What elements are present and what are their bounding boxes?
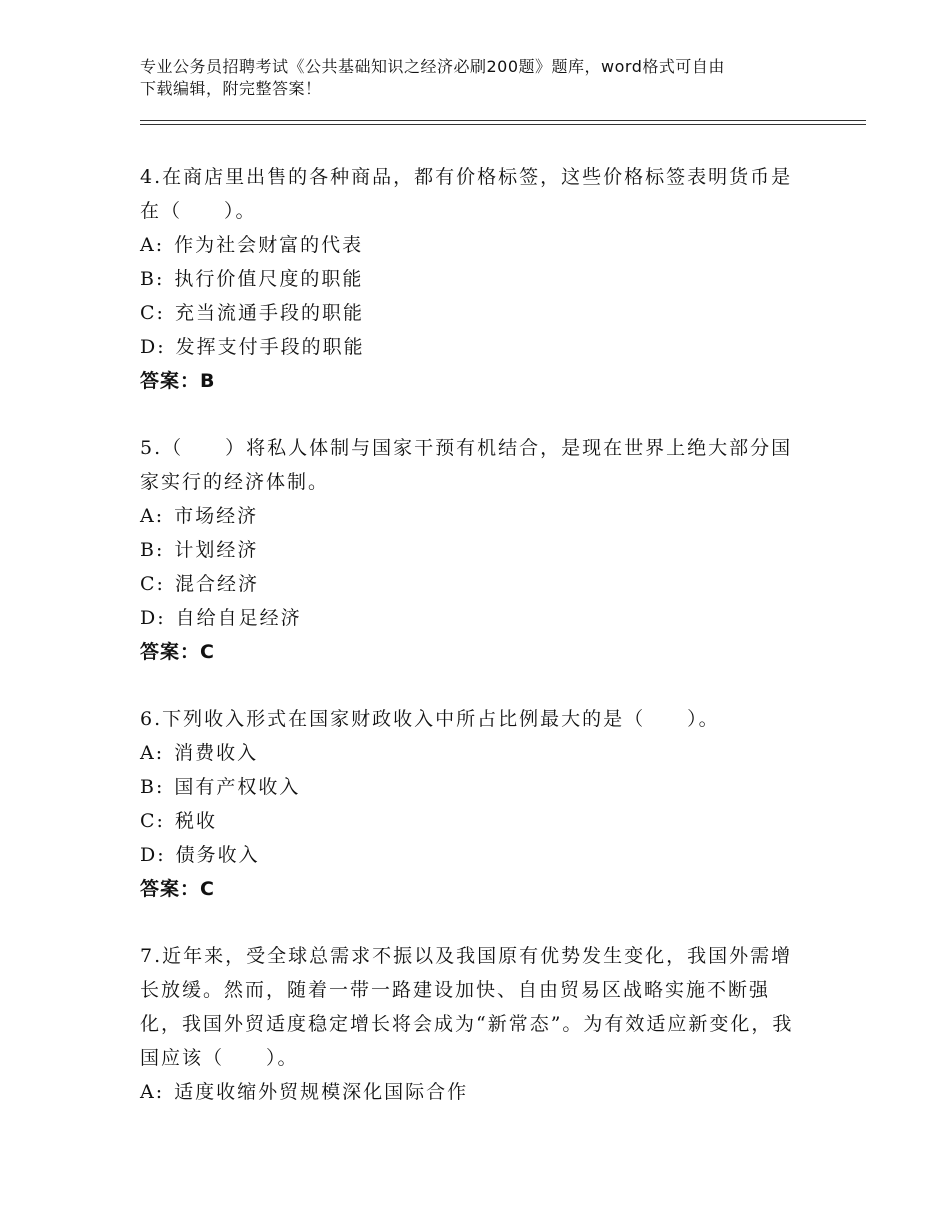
option-text: 债务收入 [175,844,260,866]
header-divider-top [140,120,866,121]
option-d [140,601,800,635]
answer-line: 答案：C [140,878,215,900]
option-a [140,736,800,770]
option-letter: A: [140,1081,165,1103]
header-line-1: 专业公务员招聘考试《公共基础知识之经济必刷200题》题库，word格式可自由 [140,57,725,76]
header-line-2: 下载编辑，附完整答案！ [140,79,322,98]
document-header [140,56,800,100]
answer-line: 答案：C [140,641,215,663]
option-d [140,330,800,364]
option-c [140,567,800,601]
option-text: 适度收缩外贸规模深化国际合作 [174,1081,469,1103]
question-stem: 5.（ ）将私人体制与国家干预有机结合，是现在世界上绝大部分国家实行的经济体制。 [140,437,793,493]
option-c [140,804,800,838]
question-stem: 6.下列收入形式在国家财政收入中所占比例最大的是（ ）。 [140,708,720,730]
option-text: 混合经济 [174,573,259,595]
option-text: 自给自足经济 [175,607,302,629]
option-letter: A: [140,742,165,764]
option-b [140,533,800,567]
option-letter: C: [140,810,165,832]
option-letter: B: [140,539,165,561]
answer-line: 答案：B [140,370,216,392]
question-list [140,160,800,1142]
option-letter: C: [140,573,165,595]
option-text: 市场经济 [174,505,259,527]
option-letter: D: [140,607,166,629]
option-d [140,838,800,872]
question-5 [140,431,800,669]
header-divider-bottom [140,124,866,125]
option-letter: D: [140,844,166,866]
question-stem: 4.在商店里出售的各种商品，都有价格标签，这些价格标签表明货币是在（ ）。 [140,166,793,222]
option-c [140,296,800,330]
option-b [140,262,800,296]
option-a [140,499,800,533]
option-text: 计划经济 [174,539,259,561]
option-letter: B: [140,776,165,798]
question-stem: 7.近年来，受全球总需求不振以及我国原有优势发生变化，我国外需增长放缓。然而，随着一带一路建设加快、自由贸易区战略实施不断强化，我国外贸适度稳定增长将会成为“新常态”。为有效适应新变化，我国应该（ ）。 [140,945,794,1069]
option-text: 发挥支付手段的职能 [175,336,365,358]
option-a [140,228,800,262]
option-text: 国有产权收入 [174,776,301,798]
option-letter: C: [140,302,165,324]
option-text: 税收 [174,810,217,832]
option-b [140,770,800,804]
question-4 [140,160,800,398]
option-text: 消费收入 [174,742,259,764]
option-text: 充当流通手段的职能 [174,302,364,324]
question-6 [140,702,800,906]
option-letter: A: [140,234,165,256]
option-text: 执行价值尺度的职能 [174,268,364,290]
option-letter: B: [140,268,165,290]
option-text: 作为社会财富的代表 [174,234,364,256]
question-7 [140,939,800,1109]
option-letter: A: [140,505,165,527]
option-letter: D: [140,336,166,358]
option-a [140,1075,800,1109]
